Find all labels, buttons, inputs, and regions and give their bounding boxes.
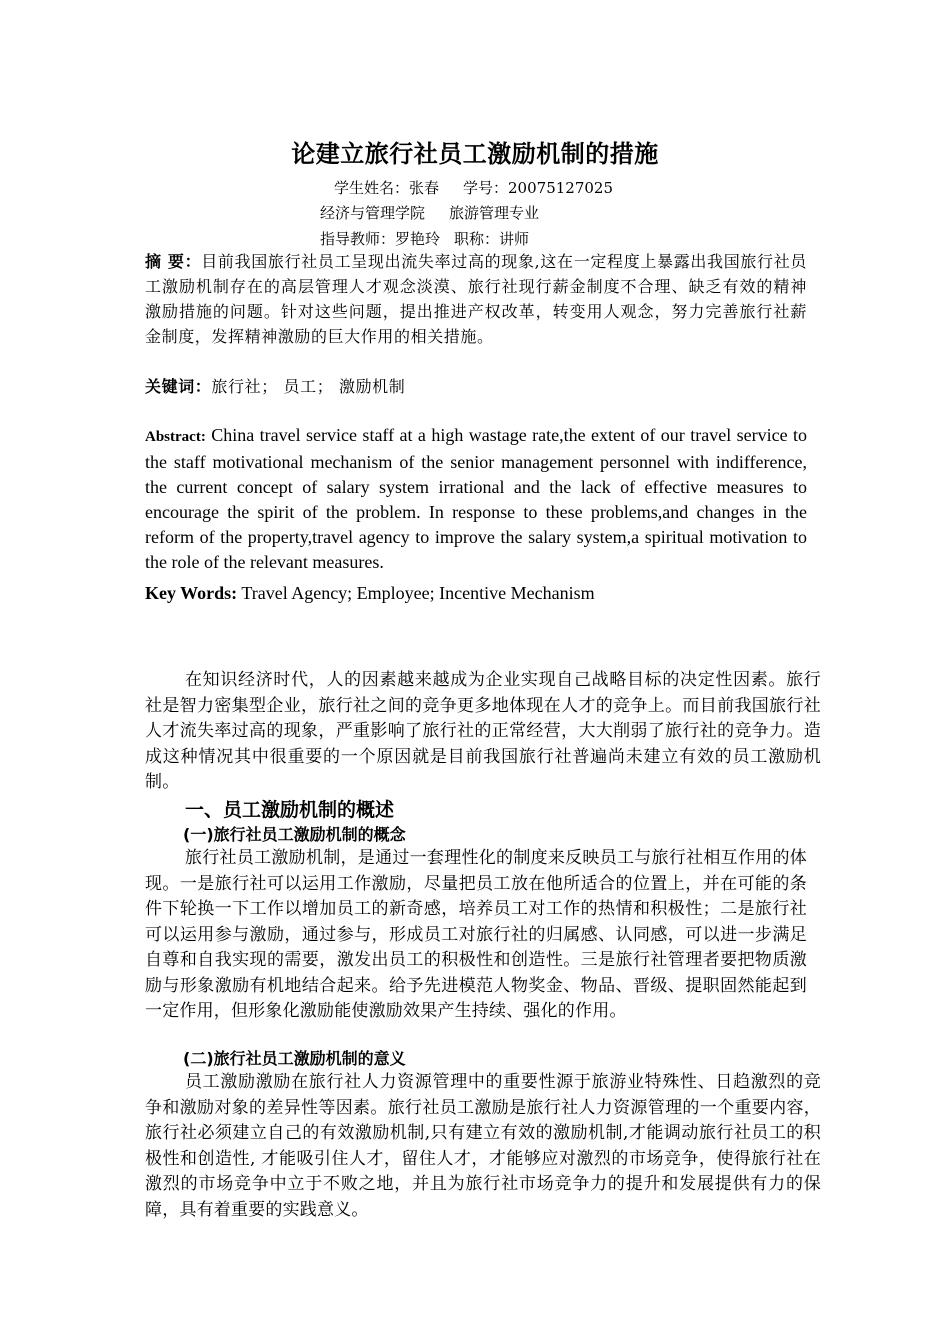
- major-name: 旅游管理专业: [449, 204, 540, 222]
- advisor-line: [320, 228, 553, 249]
- student-name: 学生姓名：张春: [334, 179, 440, 197]
- student-id: 学号：20075127025: [463, 179, 613, 197]
- keywords-en-label: Key Words:: [145, 583, 238, 603]
- abstract-cn-text: 目前我国旅行社员工呈现出流失率过高的现象,这在一定程度上暴露出我国旅行社员工激励机制存在的高层管理人才观念淡漠、旅行社现行薪金制度不合理、缺乏有效的精神激励措施的问题。针对这些问题，提出推进产权改革，转变用人观念，努力完善旅行社薪金制度，发挥精神激励的巨大作用的相关措施。: [145, 252, 807, 346]
- keywords-cn-label: 关键词：: [145, 377, 212, 396]
- college-line: [320, 202, 563, 223]
- section-1-heading: 一、员工激励机制的概述: [185, 799, 395, 821]
- abstract-en-label: Abstract:: [145, 429, 206, 445]
- subsection-2-heading: (二)旅行社员工激励机制的意义: [183, 1049, 406, 1068]
- abstract-cn-label: 摘 要：: [145, 252, 202, 271]
- english-abstract: [145, 423, 807, 575]
- subsection-1-paragraph: 旅行社员工激励机制，是通过一套理性化的制度来反映员工与旅行社相互作用的体现。一是旅行社可以运用工作激励，尽量把员工放在他所适合的位置上，并在可能的条件下轮换一下工作以增加员工的新奇感，培养员工对工作的热情和积极性；二是旅行社可以运用参与激励，通过参与，形成员工对旅行社的归属感、认同感，可以进一步满足自尊和自我实现的需要，激发出员工的积极性和创造性。三是旅行社管理者要把物质激励与形象激励有机地结合起来。给予先进模范人物奖金、物品、晋级、提职固然能起到一定作用，但形象化激励能使激励效果产生持续、强化的作用。: [145, 848, 807, 1021]
- advisor-name: 指导教师：罗艳玲: [320, 230, 441, 248]
- subsection-2-paragraph: 员工激励激励在旅行社人力资源管理中的重要性源于旅游业特殊性、日趋激烈的竞争和激励对象的差异性等因素。旅行社员工激励是旅行社人力资源管理的一个重要内容，旅行社必须建立自己的有效激励机制,只有建立有效的激励机制,才能调动旅行社员工的积极性和创造性, 才能吸引住人才，留住人才，才能够应对激烈的市场竞争，使得旅行社在激烈的市场竞争中立于不败之地，并且为旅行社市场竞争力的提升和发展提供有力的保障，具有着重要的实践意义。: [145, 1072, 821, 1220]
- chinese-keywords: [145, 374, 807, 399]
- keywords-cn-text: 旅行社； 员工； 激励机制: [211, 377, 406, 396]
- college-name: 经济与管理学院: [320, 204, 426, 222]
- advisor-rank: 职称：讲师: [454, 230, 530, 248]
- abstract-en-text: China travel service staff at a high wastage rate,the extent of our travel service to the staff motivational mechanism of the senior management personnel with indifference, the current concept of salary system irrational and the lack of effective measures to encourage the spirit of the problem. In response to these problems,and changes in the reform of the property,travel agency to improve the salary system,a spiritual motivation to the role of the relevant measures.: [145, 425, 807, 572]
- subsection-1-heading: (一)旅行社员工激励机制的概念: [183, 825, 406, 844]
- chinese-abstract: [145, 249, 807, 349]
- author-line: [334, 177, 637, 198]
- intro-paragraph: 在知识经济时代，人的因素越来越成为企业实现自己战略目标的决定性因素。旅行社是智力密集型企业，旅行社之间的竞争更多地体现在人才的竞争上。而目前我国旅行社人才流失率过高的现象，严重影响了旅行社的正常经营，大大削弱了旅行社的竞争力。造成这种情况其中很重要的一个原因就是目前我国旅行社普遍尚未建立有效的员工激励机制。: [145, 670, 821, 792]
- keywords-en-text: Travel Agency; Employee; Incentive Mechanism: [241, 583, 595, 603]
- paper-title: 论建立旅行社员工激励机制的措施: [291, 140, 659, 168]
- english-keywords: [145, 583, 807, 604]
